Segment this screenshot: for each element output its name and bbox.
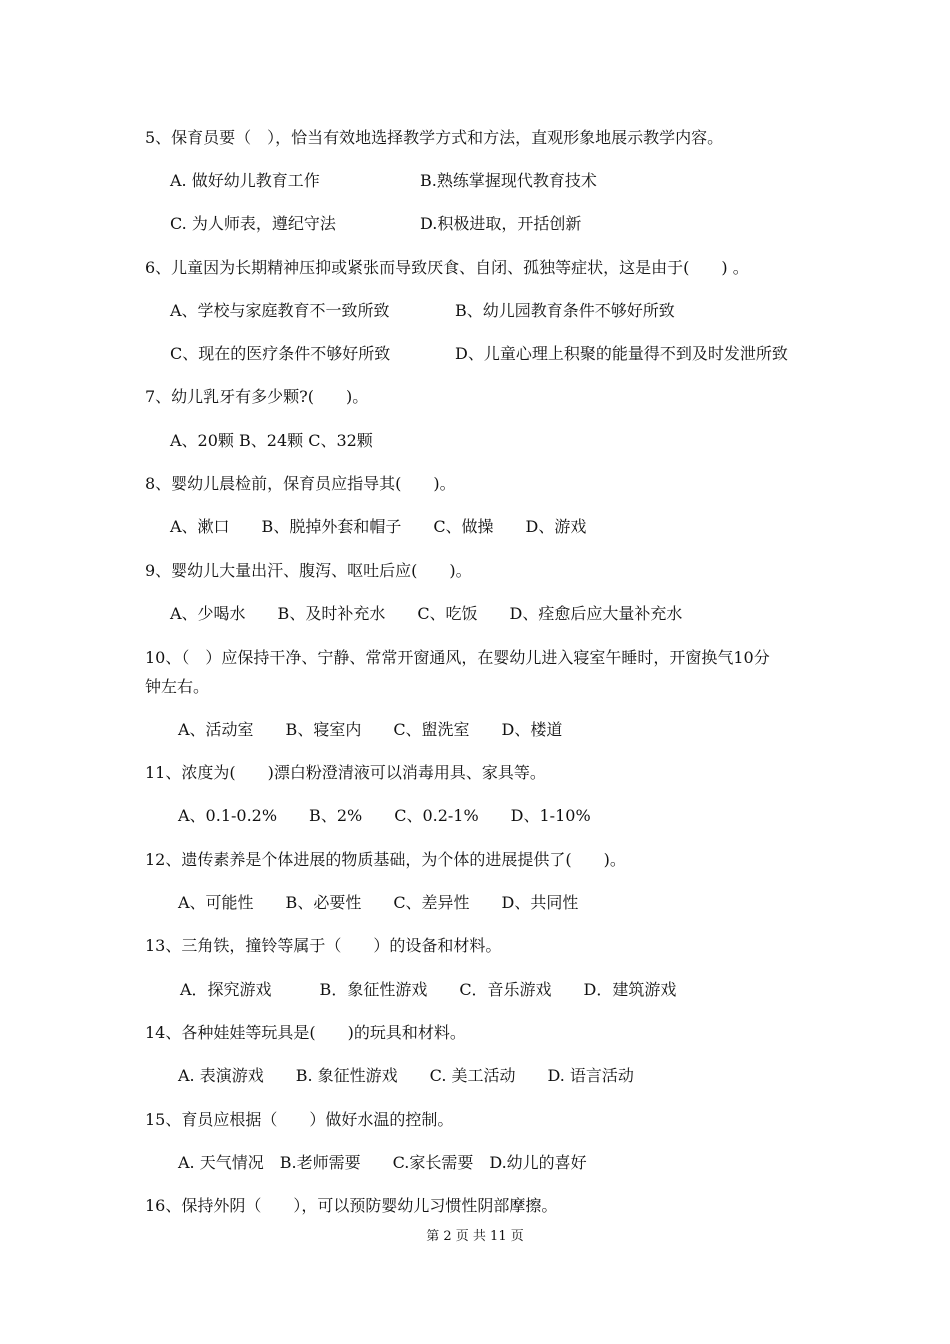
options-9: A、少喝水 B、及时补充水 C、吃饭 D、痊愈后应大量补充水 (170, 604, 683, 623)
options-8: A、漱口 B、脱掉外套和帽子 C、做操 D、游戏 (170, 517, 587, 536)
page-footer: 第 2 页 共 11 页 (426, 1229, 524, 1244)
option-6a: A、学校与家庭教育不一致所致 (170, 301, 390, 320)
question-10-line-1: 10、（ ）应保持干净、宁静、常常开窗通风，在婴幼儿进入寝室午睡时，开窗换气10分 (145, 648, 770, 667)
question-15: 15、育员应根据（ ）做好水温的控制。 (145, 1110, 454, 1129)
options-11: A、0.1-0.2% B、2% C、0.2-1% D、1-10% (178, 806, 591, 825)
question-14: 14、各种娃娃等玩具是( )的玩具和材料。 (145, 1023, 466, 1042)
options-10: A、活动室 B、寝室内 C、盥洗室 D、楼道 (178, 720, 563, 739)
question-8: 8、婴幼儿晨检前，保育员应指导其( )。 (145, 474, 456, 493)
options-14: A. 表演游戏 B. 象征性游戏 C. 美工活动 D. 语言活动 (178, 1066, 634, 1085)
question-6: 6、儿童因为长期精神压抑或紧张而导致厌食、自闭、孤独等症状，这是由于( ) 。 (145, 258, 749, 277)
question-13: 13、三角铁，撞铃等属于（ ）的设备和材料。 (145, 936, 502, 955)
option-5d: D.积极进取，开括创新 (420, 214, 582, 233)
options-7: A、20颗 B、24颗 C、32颗 (170, 431, 373, 450)
options-15: A. 天气情况 B.老师需要 C.家长需要 D.幼儿的喜好 (178, 1153, 587, 1172)
option-6b: B、幼儿园教育条件不够好所致 (455, 301, 675, 320)
option-6d: D、儿童心理上积聚的能量得不到及时发泄所致 (455, 344, 788, 363)
options-13: A．探究游戏 B．象征性游戏 C．音乐游戏 D．建筑游戏 (180, 980, 677, 999)
option-6c: C、现在的医疗条件不够好所致 (170, 344, 391, 363)
question-10-line-2: 钟左右。 (145, 677, 210, 696)
question-11: 11、浓度为( )漂白粉澄清液可以消毒用具、家具等。 (145, 763, 546, 782)
question-9: 9、婴幼儿大量出汗、腹泻、呕吐后应( )。 (145, 561, 472, 580)
option-5a: A. 做好幼儿教育工作 (170, 171, 320, 190)
question-7: 7、幼儿乳牙有多少颗?( )。 (145, 387, 369, 406)
question-16: 16、保持外阴（ ），可以预防婴幼儿习惯性阴部摩擦。 (145, 1196, 558, 1215)
option-5b: B.熟练掌握现代教育技术 (420, 171, 597, 190)
options-12: A、可能性 B、必要性 C、差异性 D、共同性 (178, 893, 579, 912)
option-5c: C. 为人师表，遵纪守法 (170, 214, 336, 233)
question-5: 5、保育员要（ ），恰当有效地选择教学方式和方法，直观形象地展示教学内容。 (145, 128, 724, 147)
question-12: 12、遗传素养是个体进展的物质基础，为个体的进展提供了( )。 (145, 850, 626, 869)
